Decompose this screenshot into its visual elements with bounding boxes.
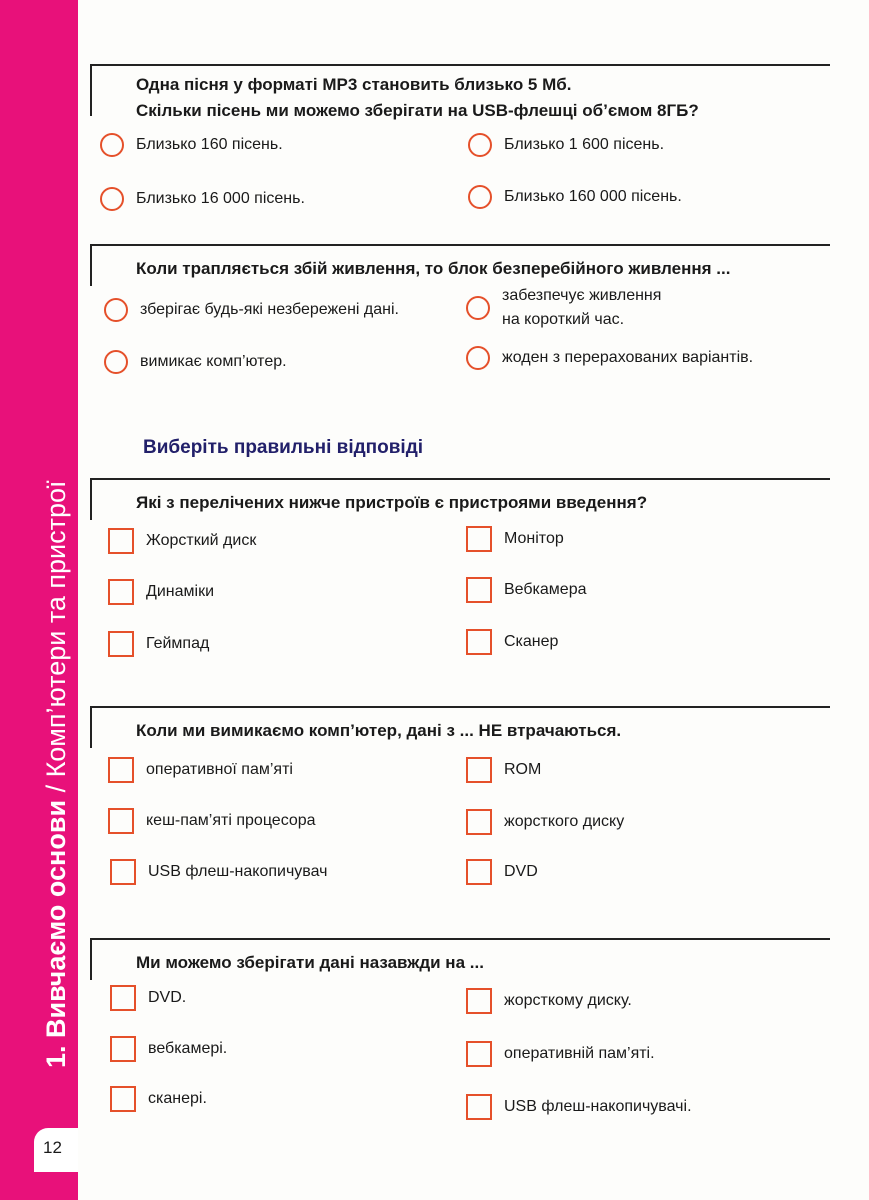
- q4-option-3[interactable]: кеш-пам’яті процесора: [108, 808, 316, 834]
- question-4-text: Коли ми вимикаємо комп’ютер, дані з ... НЕ втрачаються.: [136, 721, 622, 740]
- question-2: [90, 244, 830, 286]
- checkbox-icon[interactable]: [466, 577, 492, 603]
- checkbox-icon[interactable]: [466, 1041, 492, 1067]
- sidebar: [0, 0, 78, 1200]
- page-number: 12: [34, 1128, 78, 1172]
- q1-option-4[interactable]: Близько 160 000 пісень.: [468, 185, 682, 209]
- q3-option-1[interactable]: Жорсткий диск: [108, 528, 256, 554]
- q5-option-4[interactable]: оперативній пам’яті.: [466, 1041, 655, 1067]
- radio-icon[interactable]: [468, 133, 492, 157]
- q2-option-1[interactable]: зберігає будь-які незбережені дані.: [104, 298, 399, 322]
- q4-option-2[interactable]: ROM: [466, 757, 541, 783]
- q2-option-3[interactable]: вимикає комп’ютер.: [104, 350, 287, 374]
- checkbox-icon[interactable]: [108, 757, 134, 783]
- q1-option-2[interactable]: Близько 1 600 пісень.: [468, 133, 664, 157]
- checkbox-icon[interactable]: [108, 631, 134, 657]
- checkbox-icon[interactable]: [108, 528, 134, 554]
- checkbox-icon[interactable]: [466, 629, 492, 655]
- radio-icon[interactable]: [104, 298, 128, 322]
- checkbox-icon[interactable]: [110, 859, 136, 885]
- q4-option-6[interactable]: DVD: [466, 859, 538, 885]
- question-1-line2: Скільки пісень ми можемо зберігати на USB-флешці об’ємом 8ГБ?: [136, 101, 699, 120]
- checkbox-icon[interactable]: [466, 1094, 492, 1120]
- q3-option-2[interactable]: Монітор: [466, 526, 564, 552]
- radio-icon[interactable]: [468, 185, 492, 209]
- q5-option-2[interactable]: жорсткому диску.: [466, 988, 632, 1014]
- checkbox-icon[interactable]: [108, 579, 134, 605]
- question-1: [90, 64, 830, 120]
- radio-icon[interactable]: [104, 350, 128, 374]
- q3-option-5[interactable]: Геймпад: [108, 631, 209, 657]
- q3-option-6[interactable]: Сканер: [466, 629, 558, 655]
- question-3: [90, 478, 830, 520]
- checkbox-icon[interactable]: [466, 757, 492, 783]
- checkbox-icon[interactable]: [110, 1036, 136, 1062]
- checkbox-icon[interactable]: [466, 526, 492, 552]
- checkbox-icon[interactable]: [110, 1086, 136, 1112]
- section-heading: Виберіть правильні відповіді: [143, 437, 424, 458]
- q2-option-2[interactable]: забезпечує живлення на короткий час.: [466, 284, 661, 332]
- q4-option-4[interactable]: жорсткого диску: [466, 809, 624, 835]
- question-2-text: Коли трапляється збій живлення, то блок безперебійного живлення ...: [136, 259, 731, 278]
- question-1-line1: Одна пісня у форматі MP3 становить близько 5 Мб.: [136, 75, 572, 94]
- question-5-text: Ми можемо зберігати дані назавжди на ...: [136, 953, 484, 972]
- question-3-text: Які з перелічених нижче пристроїв є пристроями введення?: [136, 493, 648, 512]
- q3-option-3[interactable]: Динаміки: [108, 579, 214, 605]
- q5-option-3[interactable]: вебкамері.: [110, 1036, 227, 1062]
- checkbox-icon[interactable]: [110, 985, 136, 1011]
- q5-option-1[interactable]: DVD.: [110, 985, 186, 1011]
- radio-icon[interactable]: [100, 187, 124, 211]
- q5-option-6[interactable]: USB флеш-накопичувачі.: [466, 1094, 692, 1120]
- q2-option-4[interactable]: жоден з перерахованих варіантів.: [466, 346, 753, 370]
- radio-icon[interactable]: [466, 296, 490, 320]
- question-5: [90, 938, 830, 980]
- checkbox-icon[interactable]: [466, 988, 492, 1014]
- radio-icon[interactable]: [100, 133, 124, 157]
- checkbox-icon[interactable]: [108, 808, 134, 834]
- q1-option-3[interactable]: Близько 16 000 пісень.: [100, 187, 305, 211]
- q4-option-5[interactable]: USB флеш-накопичувач: [110, 859, 328, 885]
- checkbox-icon[interactable]: [466, 859, 492, 885]
- q3-option-4[interactable]: Вебкамера: [466, 577, 587, 603]
- q4-option-1[interactable]: оперативної пам’яті: [108, 757, 293, 783]
- radio-icon[interactable]: [466, 346, 490, 370]
- q1-option-1[interactable]: Близько 160 пісень.: [100, 133, 283, 157]
- chapter-title: 1. Вивчаємо основи / Комп’ютери та пристрої: [41, 480, 71, 1068]
- checkbox-icon[interactable]: [466, 809, 492, 835]
- q5-option-5[interactable]: сканері.: [110, 1086, 207, 1112]
- question-4: [90, 706, 830, 748]
